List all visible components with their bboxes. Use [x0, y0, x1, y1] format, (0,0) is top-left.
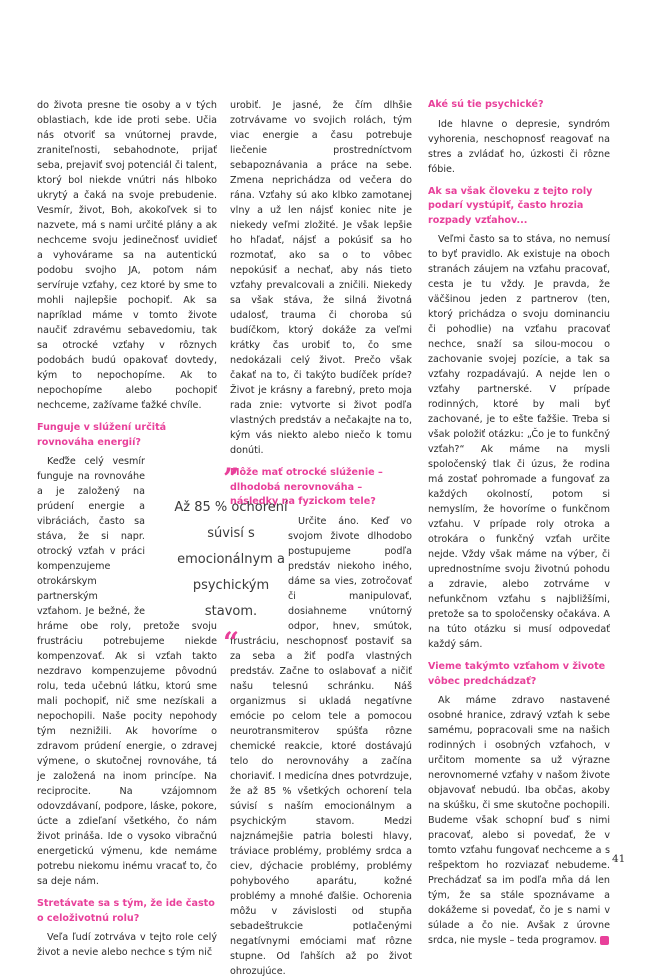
section-heading: Ak sa však človeku z tejto roly podarí vystúpiť, často hrozia rozpady vzťahov... — [428, 185, 593, 226]
paragraph: Keďže celý vesmír funguje na rovnováhe a je založený na prúdení energie a vibráciách, často sa stáva, že si napr. otrocký vzťah v práci kompenzujeme otrokárskym partnerským vzťahom. Je bežné, že hráme obe roly, pretože svoju frustráciu potrebujeme niekde kompenzovať. Ak si vzťah takto nezdravo kompenzujeme pôvodnú rolu, teda učebnú látku, ktorú sme mali pochopiť, nič sme nezískali a nepochopili. Naše pocity nepohody tým neznižili. Ak hovoríme o zdravom prúdení energie, o zdravej výmene, o skutočnej rovnováhe, tá je založená na inom princípe. Na reciprocite. Na vzájomnom odovzdávaní, podpore, láske, pokore, úcte a zdieľaní všetkého, čo nám život prináša. Ide o vysoko vibračnú energetickú výmenu, kde nemáme potrebu niekomu inému vracať to, čo sa deje nám. — [37, 456, 217, 887]
paragraph: Veľa ľudí zotrváva v tejto role celý život a nevie alebo nechce s tým nič — [37, 932, 217, 958]
page-number: 41 — [612, 853, 626, 865]
open-quote-icon: ” — [222, 462, 240, 495]
paragraph: do života presne tie osoby a v tých oblastiach, kde ide proti sebe. Učia nás otvoriť sa vnútornej pravde, zraniteľnosti, sebahodnote, prijať seba, prejaviť svoj potenciál či talent, ktorý bol niekde vnútri nás hlboko ukrytý a čaká na svoje prebudenie. Vesmír, život, Boh, akokoľvek si to nazvete, má s nami určité plány a ak nechceme svoju jedinečnosť uvidieť a vyhovárame sa na autentickú podobu svojho JA, potom nám servíruje vzťahy, cez ktoré by sme to mohli najlepšie pochopiť. Ak sa napríklad máme v tomto živote naučiť zdravému sebavedomiu, tak sa otrocké vzťahy v rôznych podobách budú opakovať dovtedy, kým to nepochopíme. Ak to nepochopíme alebo pochopiť nechceme, zažívame ťažké chvíle. — [37, 100, 217, 411]
paragraph: Ide hlavne o depresie, syndróm vyhorenia, neschopnosť reagovať na stres a zvládať ho, úzkosti či rôzne fóbie. — [428, 118, 610, 175]
section-heading: Vieme takýmto vzťahom v živote vôbec predchádzať? — [428, 661, 606, 687]
section-heading: Môže mať otrocké slúženie – dlhodobá nerovnováha – následky na fyzickom tele? — [230, 467, 383, 507]
section-heading: Stretávate sa s tým, že ide často o celoživotnú rolu? — [37, 898, 215, 924]
section-heading: Aké sú tie psychické? — [428, 99, 544, 110]
paragraph: urobiť. Je jasné, že čím dlhšie zotrvávame vo svojich rolách, tým viac energie a času potrebuje liečenie prostredníctvom sebapoznávania a práce na sebe. Zmena neprichádza od večera do rána. Vzťahy sú ako klbko zamotanej vlny a už len nájsť koniec nite je niekedy veľmi zložité. Je však lepšie ho hľadať, nájsť a pokúsiť sa ho rozmotať, ako sa o to vôbec nepokúsiť a nechať, aby nás tieto vzťahy prevalcovali a zničili. Niekedy sa však stáva, že silná životná udalosť, trauma či choroba sú budíčkom, ktorý dokáže za veľmi krátky čas urobiť to, čo sme nedokázali celý život. Prečo však čakať na to, či takýto budíček príde? Život je krásny a farebný, preto moja rada znie: vytvorte si život podľa vlastných predstáv a nečakajte na to, kým vás niekto alebo niečo k tomu donúti. — [230, 100, 412, 456]
paragraph — [428, 693, 615, 948]
close-quote-icon: “ — [222, 626, 240, 659]
paragraph-text: Ak máme zdravo nastavené osobné hranice, zdravý vzťah k sebe samému, popracovali sme na našich rodinných i osobných vzťahoch, v určitom momente sa už výrazne nerovnomerné vzťahy v našom živote objavovať nebudú. Iba občas, akoby na skúšku, či sme skutočne pochopili. Budeme však schopní buď s nimi pracovať, alebo si povedať, že v tomto vzťahu fungovať nechceme a s rešpektom ho rozviazať nebudeme. Prechádzať sa im podľa mňa dá len tým, že sa stále spoznávame a dokážeme si povedať, čo je s nami v súlade a čo nie. Avšak z úrovne srdca, nie mysle – teda programov. — [428, 695, 610, 946]
pull-quote — [168, 462, 294, 659]
text-column-3 — [428, 98, 615, 948]
paragraph: Určite áno. Keď vo svojom živote dlhodobo postupujeme podľa predstáv niekoho iného, dáme sa vies, zotročovať či manipulovať, dosiahneme vnútorný odpor, hnev, smútok, frustráciu, neschopnosť postaviť sa za seba a žiť podľa vlastných predstáv. Začne to oslabovať a ničiť našu telesnú schránku. Náš organizmus si ukladá negatívne emócie po celom tele a pomocou neurotransmiterov spúšťa rôzne chemické reakcie, ktoré dostávajú telo do nerovnováhy a začína choriaviť. I medicína dnes potvrdzuje, že až 85 % všetkých ochorení tela súvisí s naším emocionálnym a psychickým stavom. Medzi najznámejšie patria bolesti hlavy, tráviace problémy, problémy srdca a ciev, dýchacie problémy, problémy pohybového aparátu, kožné problémy a mnohé ďalšie. Ochorenia môžu v závislosti od stupňa sebadeštrukcie potlačenými negatívnymi emóciami mať rôzne stupne. Od ľahších až po život ohrozujúce. — [230, 515, 412, 977]
section-heading: Funguje v slúžení určitá rovnováha energií? — [37, 422, 167, 448]
paragraph: Veľmi často sa to stáva, no nemusí to byť pravidlo. Ak existuje na oboch stranách záujem na vzťahu pracovať, cesta je tu vždy. Je pravda, že väčšinou jeden z partnerov (ten, ktorý prichádza o svoju dominanciu či pohodlie) na vzťahu pracovať nechce, snaží sa silou-mocou o zachovanie svojej pozície, a tak sa vzťahy rozpadávajú. A nejde len o vzťahy partnerské. V prípade rodinných, ktoré by mali byť zachované, je to ešte ťažšie. Treba si však položiť otázku: „Čo je to funkčný vzťah?“ Ak máme na mysli spoločenský tlak či úzus, že rodina má zostať pohromade a fungovať za každých okolností, potom si nemyslím, že hovoríme o funkčnom vzťahu. V prípade roly otroka a otrokára o funkčný vzťah určite nejde. Vždy však máme na výber, či uprednostníme svoju životnú pohodu a zdravie, alebo zotrváme v nefunkčnom vzťahu s najbližšími, pretože sa to spoločensky očakáva. A na túto otázku si musí odpovedať každý sám. — [428, 234, 610, 650]
pull-quote-text: Až 85 % ochorení súvisí s emocionálnym a psychickým stavom. — [174, 500, 288, 619]
end-of-article-icon: e — [600, 936, 609, 945]
